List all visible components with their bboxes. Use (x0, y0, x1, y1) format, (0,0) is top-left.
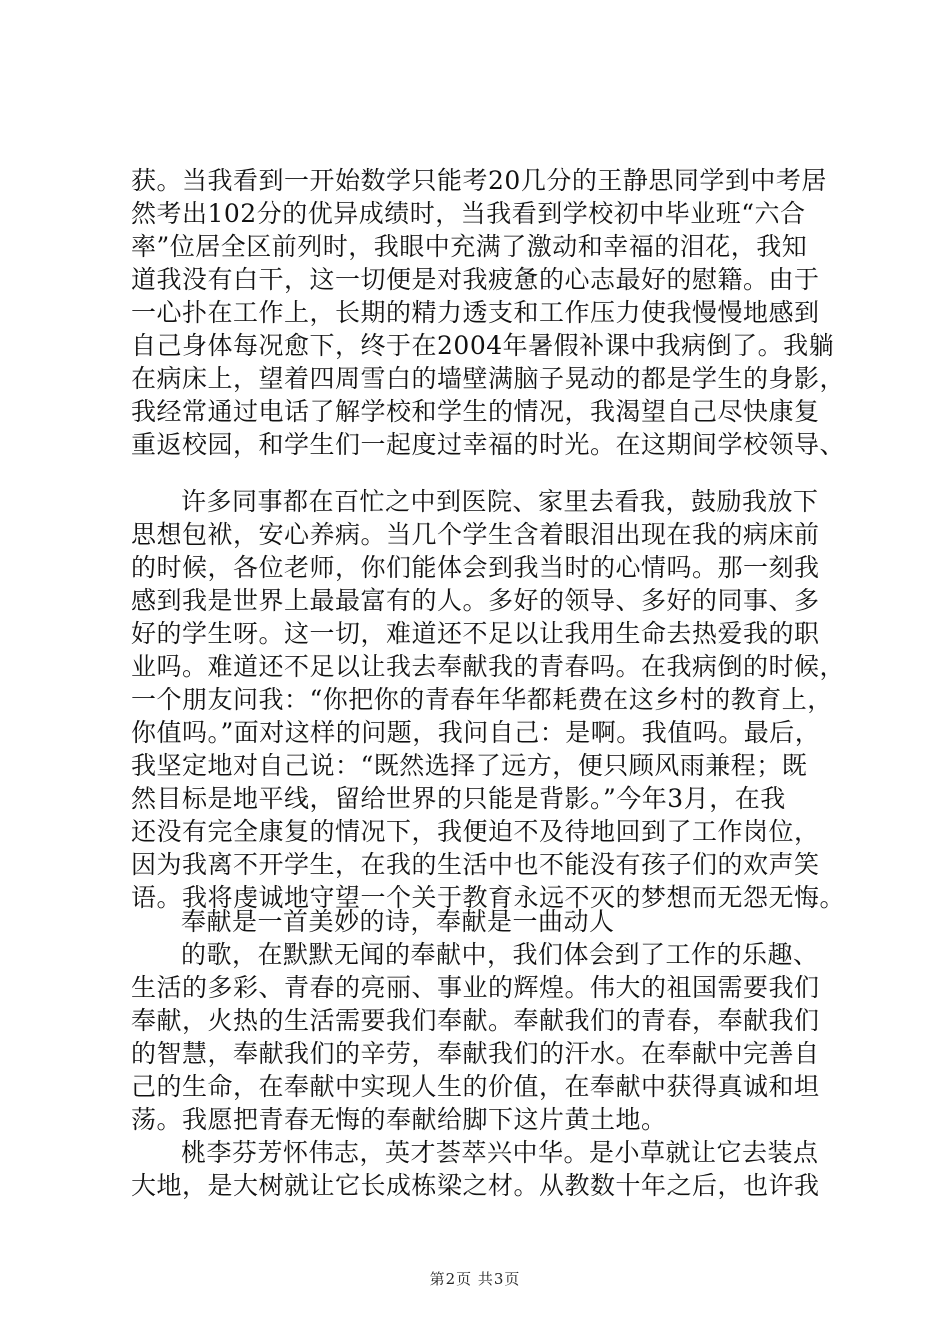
text-line: 然目标是地平线，留给世界的只能是背影。”今年3月，在我 (131, 784, 786, 813)
paragraph-2 (131, 485, 846, 914)
text-line: 思想包袱，安心养病。当几个学生含着眼泪出现在我的病床前 (131, 520, 820, 549)
text-line: 一心扑在工作上，长期的精力透支和工作压力使我慢慢地感到 (131, 298, 820, 327)
text-line: 桃李芬芳怀伟志，英才荟萃兴中华。是小草就让它去装点 (181, 1138, 819, 1167)
text-line: 奉献，火热的生活需要我们奉献。奉献我们的青春，奉献我们 (131, 1006, 820, 1035)
text-line: 己的生命，在奉献中实现人生的价值，在奉献中获得真诚和坦 (131, 1072, 820, 1101)
text-line: 一个朋友问我：“你把你的青春年华都耗费在这乡村的教育上， (131, 685, 833, 714)
text-line: 然考出102分的优异成绩时，当我看到学校初中毕业班“六合 (131, 199, 806, 228)
page-number-footer: 第2页 共3页 (429, 1270, 521, 1288)
text-line: 自己身体每况愈下，终于在2004年暑假补课中我病倒了。我躺 (131, 331, 835, 360)
text-line: 的歌，在默默无闻的奉献中，我们体会到了工作的乐趣、 (181, 940, 819, 969)
text-line: 我经常通过电话了解学校和学生的情况，我渴望自己尽快康复 (131, 397, 820, 426)
text-line: 道我没有白干，这一切便是对我疲惫的心志最好的慰籍。由于 (131, 265, 820, 294)
text-line: 在病床上，望着四周雪白的墙壁满脑子晃动的都是学生的身影， (131, 364, 846, 393)
text-line: 因为我离不开学生，在我的生活中也不能没有孩子们的欢声笑 (131, 850, 820, 879)
text-line: 荡。我愿把青春无悔的奉献给脚下这片黄土地。 (131, 1105, 667, 1134)
paragraph-3 (131, 905, 831, 1202)
text-line: 你值吗。”面对这样的问题，我问自己：是啊。我值吗。最后， (131, 718, 821, 747)
text-line: 的时候，各位老师，你们能体会到我当时的心情吗。那一刻我 (131, 553, 820, 582)
text-line: 重返校园，和学生们一起度过幸福的时光。在这期间学校领导、 (131, 430, 846, 459)
text-line: 奉献是一首美妙的诗，奉献是一曲动人 (181, 907, 615, 936)
text-line: 感到我是世界上最最富有的人。多好的领导、多好的同事、多 (131, 586, 820, 615)
text-line: 获。当我看到一开始数学只能考20几分的王静思同学到中考居 (131, 166, 827, 195)
text-line: 我坚定地对自己说：“既然选择了远方，便只顾风雨兼程；既 (131, 751, 808, 780)
paragraph-1 (131, 164, 846, 461)
text-line: 语。我将虔诚地守望一个关于教育永远不灭的梦想而无怨无悔。 (131, 883, 846, 912)
text-line: 生活的多彩、青春的亮丽、事业的辉煌。伟大的祖国需要我们 (131, 973, 820, 1002)
text-line: 好的学生呀。这一切，难道还不足以让我用生命去热爱我的职 (131, 619, 820, 648)
text-line: 还没有完全康复的情况下，我便迫不及待地回到了工作岗位， (131, 817, 820, 846)
text-line: 业吗。难道还不足以让我去奉献我的青春吗。在我病倒的时候， (131, 652, 846, 681)
text-line: 大地，是大树就让它长成栋梁之材。从教数十年之后，也许我 (131, 1171, 820, 1200)
text-line: 许多同事都在百忙之中到医院、家里去看我，鼓励我放下 (181, 487, 819, 516)
text-line: 的智慧，奉献我们的辛劳，奉献我们的汗水。在奉献中完善自 (131, 1039, 820, 1068)
text-line: 率”位居全区前列时，我眼中充满了激动和幸福的泪花，我知 (131, 232, 808, 261)
